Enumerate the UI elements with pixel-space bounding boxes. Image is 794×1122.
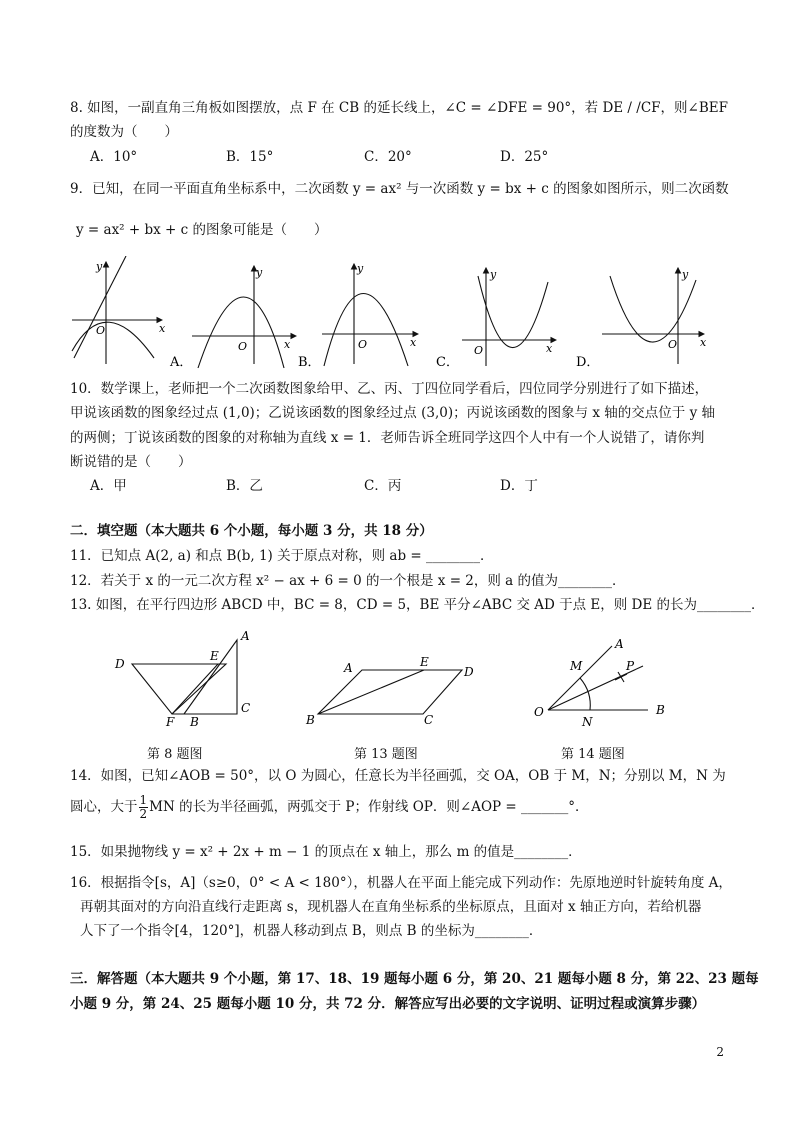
- q14-fraction: [139, 794, 149, 821]
- q10-line3: 的两侧；丁说该函数的图象的对称轴为直线 x = 1．老师告诉全班同学这四个人中有一个人说错了，请你判: [70, 430, 705, 446]
- q13: 13. 如图，在平行四边形 ABCD 中，BC = 8，CD = 5，BE 平分∠ABC 交 AD 于点 E，则 DE 的长为________．: [70, 597, 765, 613]
- q9-a-y-label: y: [256, 266, 263, 279]
- fig8-label-d: D: [115, 657, 125, 671]
- caption-fig8: 第 8 题图: [147, 747, 203, 762]
- q9-c-x-label: x: [546, 342, 553, 355]
- fig14-label-n: N: [582, 715, 593, 729]
- fig8-label-a: A: [241, 629, 250, 643]
- q9-b-origin: O: [358, 338, 368, 351]
- q9-a-x-label: x: [284, 338, 291, 351]
- q9-given-y-label: y: [96, 260, 103, 273]
- fig14-label-p: P: [626, 659, 635, 673]
- q14-fraction-denominator: 2: [139, 807, 148, 821]
- q9-given-graph: [72, 256, 162, 364]
- fig8-label-e: E: [210, 649, 219, 663]
- q12: 12．若关于 x 的一元二次方程 x² − ax + 6 = 0 的一个根是 x = 2，则 a 的值为________．: [70, 573, 626, 589]
- q14-line2-start: 圆心，大于: [70, 799, 138, 815]
- section3-line1: 三．解答题（本大题共 9 个小题，第 17、18、19 题每小题 6 分，第 20、21 题每小题 8 分，第 22、23 题每: [70, 971, 759, 987]
- page-number: 2: [716, 1045, 724, 1059]
- fig13-label-d: D: [464, 665, 474, 679]
- fig8-label-b: B: [190, 715, 199, 729]
- q11: 11．已知点 A(2, a) 和点 B(b, 1) 关于原点对称，则 ab = ________．: [70, 548, 494, 564]
- fig13-label-e: E: [420, 655, 429, 669]
- figures-row: [100, 626, 700, 734]
- q8-line2: 的度数为（ ）: [70, 124, 178, 140]
- q9-graphs: [66, 256, 726, 372]
- q15: 15．如果抛物线 y = x² + 2x + m − 1 的顶点在 x 轴上，那么 m 的值是________．: [70, 844, 582, 860]
- q9-c-y-label: y: [490, 268, 497, 281]
- q9-option-d: D．: [576, 355, 600, 370]
- fig14-label-b: B: [656, 703, 665, 717]
- q14-line2-end: MN 的长为半径画弧，两弧交于 P；作射线 OP．则∠AOP = _______°．: [149, 799, 589, 815]
- q9-d-origin: O: [668, 338, 678, 351]
- q10-option-b: B．乙: [226, 478, 263, 494]
- q8-option-c: C．20°: [364, 149, 412, 165]
- q9-b-y-label: y: [357, 262, 364, 275]
- q8-option-a: A．10°: [90, 149, 138, 165]
- q10-line1: 10．数学课上，老师把一个二次函数图象给甲、乙、丙、丁四位同学看后，四位同学分别进行了如下描述，: [70, 381, 709, 397]
- q10-line2: 甲说该函数的图象经过点 (1,0)；乙说该函数的图象经过点 (3,0)；丙说该函数的图象与 x 轴的交点位于 y 轴: [70, 405, 715, 421]
- q10-option-c: C．丙: [364, 478, 402, 494]
- fig8-label-f: F: [166, 715, 175, 729]
- fig13: [318, 670, 462, 714]
- q8-line1: 8. 如图，一副直角三角板如图摆放，点 F 在 CB 的延长线上，∠C = ∠DFE = 90°，若 DE / /CF，则∠BEF: [70, 100, 728, 116]
- fig14-label-o: O: [534, 705, 544, 719]
- q16-line3: 人下了一个指令[4，120°]，机器人移动到点 B，则点 B 的坐标为________．: [80, 923, 543, 939]
- q9-d-y-label: y: [682, 268, 689, 281]
- q9-given-origin: O: [96, 324, 106, 337]
- fig13-label-a: A: [344, 661, 353, 675]
- q9-c-origin: O: [474, 344, 484, 357]
- fig8: [132, 640, 237, 714]
- q9-option-c: C．: [436, 355, 459, 370]
- q9-given-x-label: x: [159, 322, 166, 335]
- fig13-label-c: C: [424, 713, 434, 727]
- q14-line1: 14．如图，已知∠AOB = 50°，以 O 为圆心，任意长为半径画弧，交 OA，OB 于 M，N；分别以 M，N 为: [70, 768, 726, 784]
- q14-fraction-numerator: 1: [139, 793, 148, 807]
- caption-fig14: 第 14 题图: [561, 747, 625, 762]
- q8-option-b: B．15°: [226, 149, 274, 165]
- q9-option-b: B．: [298, 355, 321, 370]
- q10-option-d: D．丁: [500, 478, 538, 494]
- fig13-label-b: B: [306, 713, 315, 727]
- q8-option-d: D．25°: [500, 149, 549, 165]
- q9-b-x-label: x: [410, 336, 417, 349]
- fig8-label-c: C: [241, 701, 251, 715]
- q9-line2: y = ax² + bx + c 的图象可能是（ ）: [76, 222, 328, 238]
- q9-line1: 9．已知，在同一平面直角坐标系中，二次函数 y = ax² 与一次函数 y = bx + c 的图象如图所示，则二次函数: [70, 181, 729, 197]
- section2-heading: 二．填空题（本大题共 6 个小题，每小题 3 分，共 18 分）: [70, 523, 433, 539]
- fig14: [548, 646, 648, 710]
- q10-option-a: A．甲: [90, 478, 127, 494]
- q9-graph-b: [322, 264, 418, 366]
- q16-line2: 再朝其面对的方向沿直线行走距离 s，现机器人在直角坐标系的坐标原点，且面对 x 轴正方向，若给机器: [80, 899, 702, 915]
- section3-line2: 小题 9 分，第 24、25 题每小题 10 分，共 72 分．解答应写出必要的文字说明、证明过程或演算步骤）: [70, 996, 706, 1012]
- q9-d-x-label: x: [700, 336, 707, 349]
- fig14-label-m: M: [570, 659, 583, 673]
- q10-line4: 断说错的是（ ）: [70, 454, 192, 470]
- q9-graph-d: [602, 268, 704, 364]
- q14-line2: [70, 792, 589, 822]
- q9-option-a: A．: [170, 355, 193, 370]
- caption-fig13: 第 13 题图: [354, 747, 418, 762]
- fig14-label-a: A: [615, 637, 624, 651]
- q9-a-origin: O: [238, 340, 248, 353]
- q16-line1: 16．根据指令[s，A]（s≥0，0° < A < 180°），机器人在平面上能完成下列动作：先原地逆时针旋转角度 A，: [70, 875, 732, 891]
